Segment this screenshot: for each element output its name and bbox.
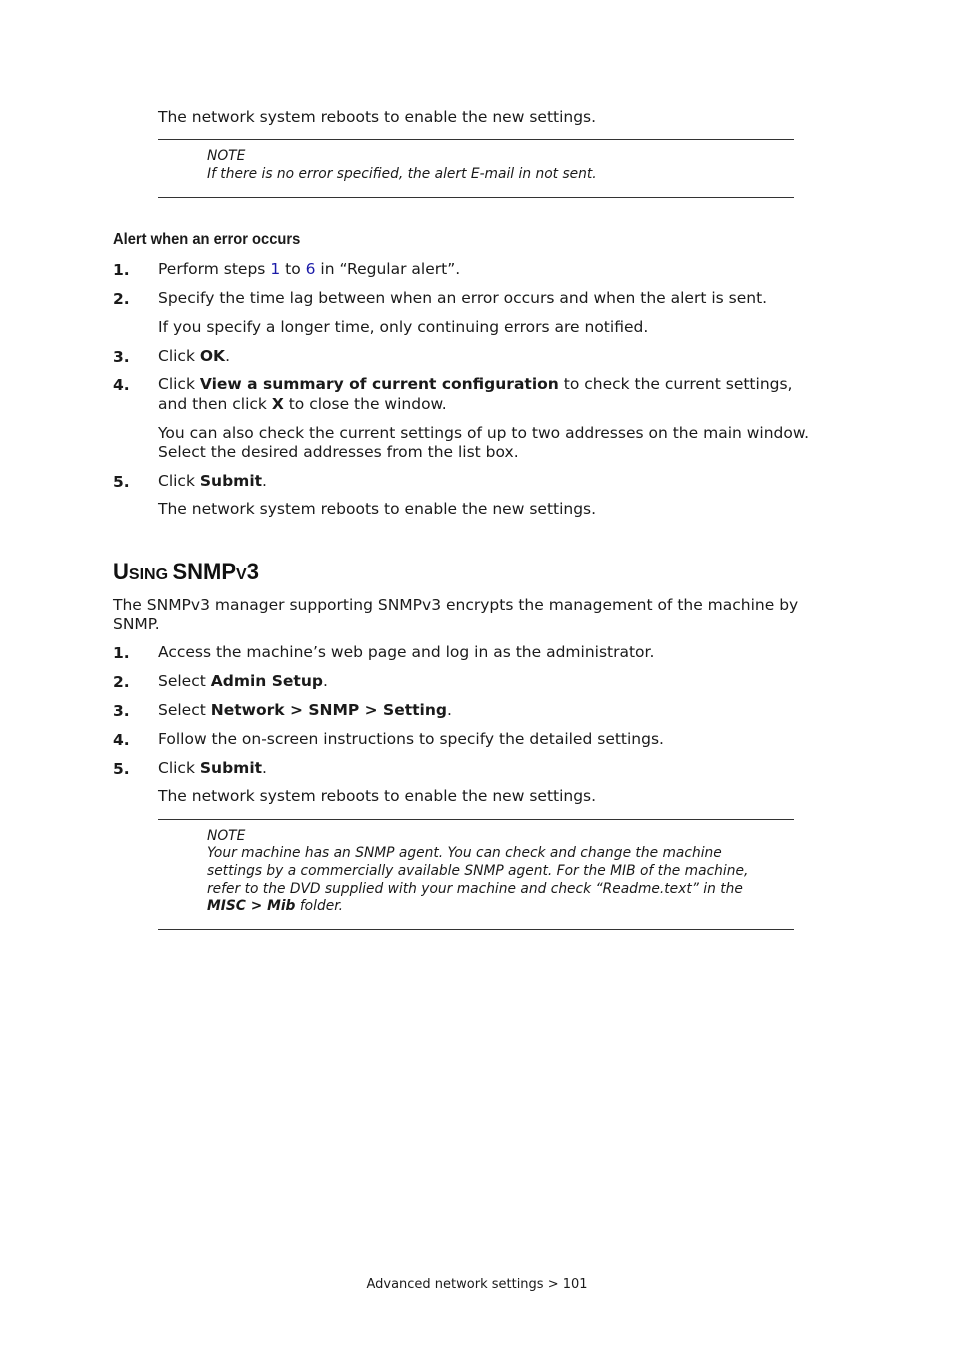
step-subtext: If you specify a longer time, only continuing errors are notified. <box>158 318 649 336</box>
section-heading-snmpv3: USING SNMPV3 <box>113 559 259 584</box>
step-number: 4. <box>113 376 130 394</box>
intro-text: The SNMPv3 manager supporting SNMPv3 encrypts the management of the machine by <box>113 596 799 614</box>
step-number: 3. <box>113 702 130 720</box>
intro-text-line2: SNMP. <box>113 615 160 633</box>
step-link-1[interactable]: 1 <box>270 260 281 278</box>
step-text: Click Submit. <box>158 472 267 490</box>
note-text: settings by a commercially available SNMP agent. For the MIB of the machine, <box>207 863 749 879</box>
note-label: NOTE <box>207 148 246 164</box>
step-text: Follow the on-screen instructions to specify the detailed settings. <box>158 730 664 748</box>
step-text: Select Network > SNMP > Setting. <box>158 701 452 719</box>
step-text: Click Submit. <box>158 759 267 777</box>
step-text: Click View a summary of current configuration to check the current settings, <box>158 375 793 393</box>
step-subtext: You can also check the current settings of up to two addresses on the main window. <box>158 424 810 442</box>
step-text: Access the machine’s web page and log in as the administrator. <box>158 643 655 661</box>
note-divider-bottom <box>158 197 794 198</box>
note-text: refer to the DVD supplied with your machine and check “Readme.text” in the <box>207 881 743 897</box>
step-text: Specify the time lag between when an error occurs and when the alert is sent. <box>158 289 768 307</box>
step-subtext: Select the desired addresses from the list box. <box>158 443 519 461</box>
note-text: If there is no error specified, the alert E-mail in not sent. <box>207 166 597 182</box>
step-text: Click OK. <box>158 347 230 365</box>
step-number: 5. <box>113 473 130 491</box>
step-text-line2: and then click X to close the window. <box>158 395 447 413</box>
step-number: 1. <box>113 644 130 662</box>
section-heading-alert: Alert when an error occurs <box>113 231 301 248</box>
step-number: 5. <box>113 760 130 778</box>
step-number: 2. <box>113 290 130 308</box>
step-link-6[interactable]: 6 <box>305 260 316 278</box>
note-divider-top <box>158 819 794 820</box>
note-divider-top <box>158 139 794 140</box>
step-text: Select Admin Setup. <box>158 672 328 690</box>
step-number: 2. <box>113 673 130 691</box>
step-subtext: The network system reboots to enable the new settings. <box>158 500 597 518</box>
step-text: Perform steps 1 to 6 in “Regular alert”. <box>158 260 461 278</box>
step-subtext: The network system reboots to enable the new settings. <box>158 787 597 805</box>
step-number: 3. <box>113 348 130 366</box>
note-text: Your machine has an SNMP agent. You can check and change the machine <box>207 845 722 861</box>
note-divider-bottom <box>158 929 794 930</box>
page-footer: Advanced network settings > 101 <box>366 1277 588 1292</box>
note-label: NOTE <box>207 828 246 844</box>
step-number: 1. <box>113 261 130 279</box>
reboot-text: The network system reboots to enable the new settings. <box>158 108 597 126</box>
note-text: MISC > Mib folder. <box>207 898 343 914</box>
step-number: 4. <box>113 731 130 749</box>
